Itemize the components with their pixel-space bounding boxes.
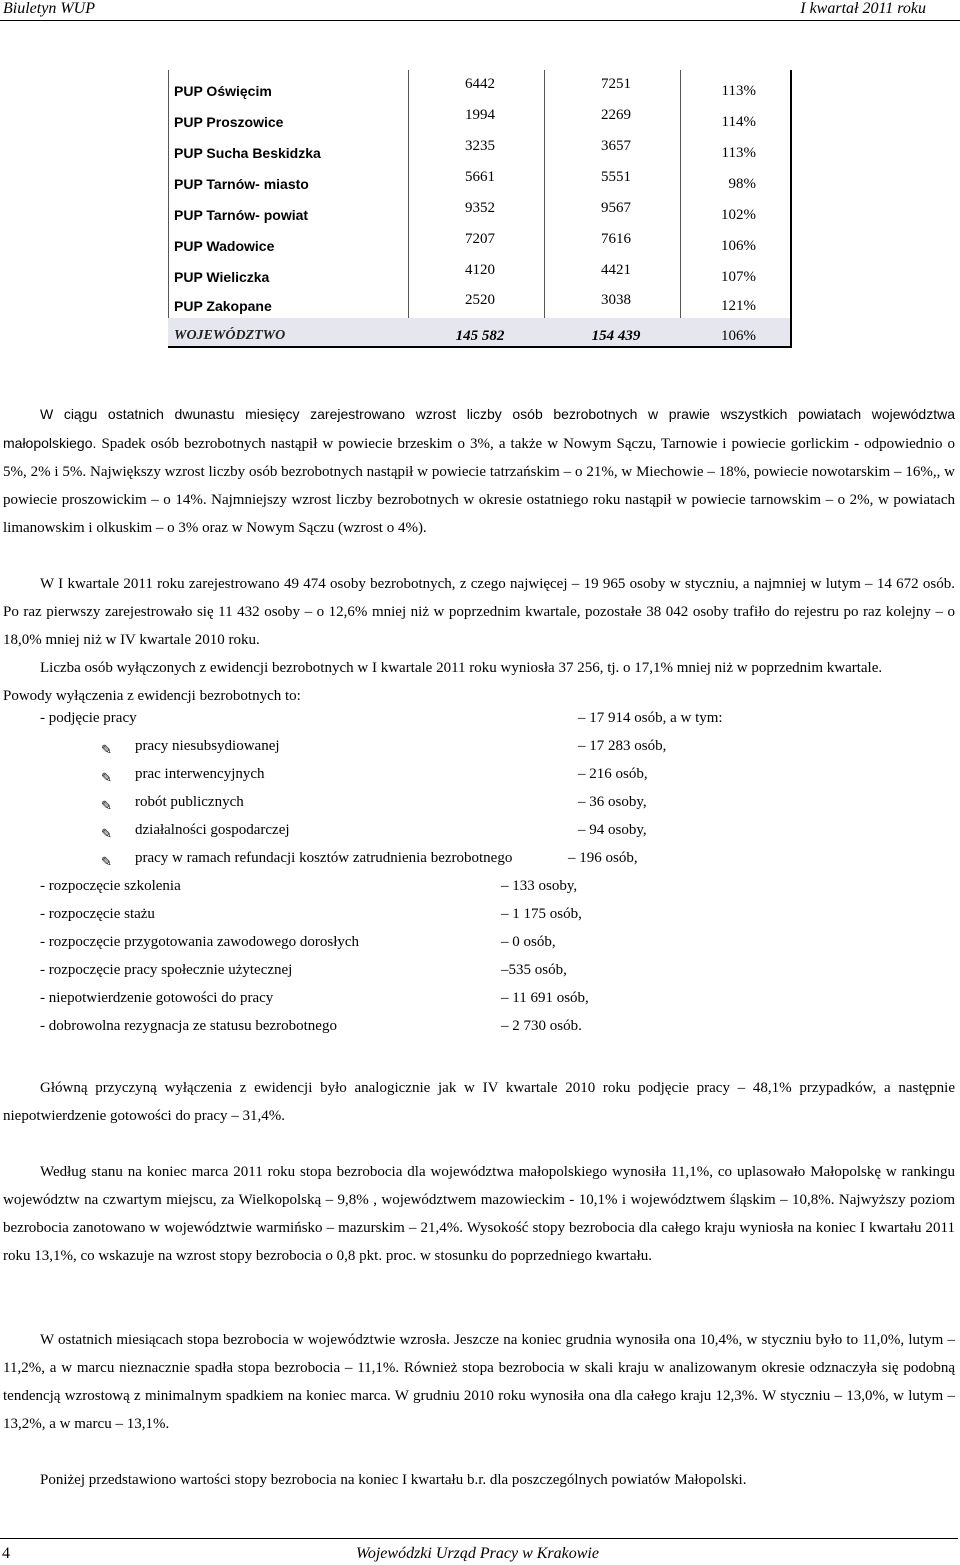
reason-sub-label: pracy w ramach refundacji kosztów zatrudnienia bezrobotnego [135,850,513,866]
row-value-1: 7207 [465,231,495,247]
reason-value: – 17 914 osób, a w tym: [578,710,723,726]
reason-sub-value: – 17 283 osób, [578,738,667,754]
row-value-2: 3038 [601,292,631,308]
row-value-2: 7616 [601,231,631,247]
paragraph-reasons-intro: Powody wyłączenia z ewidencji bezrobotnych to: [3,688,301,704]
row-value-1: 5661 [465,169,495,185]
header-divider [0,20,960,21]
reason-value: – 133 osoby, [501,878,578,894]
reason-label: - dobrowolna rezygnacja ze statusu bezrobotnego [40,1018,337,1034]
paragraph-text: W ciągu ostatnich dwunastu miesięcy zarejestrowano wzrost liczby osób bezrobotnych w prawie wszystkich powiatach województwa małopolskiego. [3,406,955,451]
pencil-icon: ✎ [101,770,112,785]
total-value-2: 154 439 [591,328,641,344]
header-title: Biuletyn WUP [3,0,95,17]
reason-label: - rozpoczęcie przygotowania zawodowego dorosłych [40,934,360,950]
table-row [168,194,790,225]
reason-sub-label: pracy niesubsydiowanej [135,738,280,754]
row-value-1: 9352 [465,200,495,216]
row-value-2: 9567 [601,200,631,216]
row-percent: 107% [721,269,756,285]
total-value-1: 145 582 [455,328,505,344]
reason-sub-value: – 216 osób, [578,766,648,782]
row-value-1: 3235 [465,138,495,154]
row-name: PUP Tarnów- powiat [174,207,309,223]
paragraph-rate-trend [3,1326,955,1438]
paragraph-text: W ostatnich miesiącach stopa bezrobocia w województwie wzrosła. Jeszcze na koniec grudnia wynosiła ona 10,4%, w styczniu było to 11,0%, lutym – 11,2%, a w marcu nieznacznie spadła stopa bezrobocia – 11,1%. Również stopa bezrobocia w skali kraju w analizowanym okresie odznaczyła się podobną tendencją wzrostową z minimalnym spadkiem na koniec marca. W grudniu 2010 roku wynosiła ona dla całego kraju 12,3%. W styczniu – 13,0%, w lutym – 13,2%, a w marcu – 13,1%. [3,1332,955,1432]
reason-label: - rozpoczęcie stażu [40,906,155,922]
row-name: PUP Tarnów- miasto [174,176,309,192]
paragraph-regional-trend [3,400,955,542]
total-percent: 106% [721,328,756,344]
pencil-icon: ✎ [101,826,112,841]
reason-value: – 2 730 osób. [501,1018,582,1034]
row-value-2: 7251 [601,76,631,92]
row-name: PUP Wieliczka [174,269,270,285]
paragraph-text: Według stanu na koniec marca 2011 roku stopa bezrobocia dla województwa małopolskiego wynosiła 11,1%, co uplasowało Małopolskę w rankingu województw na czwartym miejscu, za Wielkopolską – 9,8% , województwem mazowieckim - 10,1% i województwem śląskim – 10,8%. Najwyższy poziom bezrobocia zanotowano w województwie warmińsko – mazurskim – 21,4%. Wysokość stopy bezrobocia dla całego kraju wyniosła na koniec I kwartału 2011 roku 13,1%, co wskazuje na wzrost stopy bezrobocia o 0,8 pkt. proc. w stosunku do poprzedniego kwartału. [3,1164,955,1264]
paragraph-text: Liczba osób wyłączonych z ewidencji bezrobotnych w I kwartale 2011 roku wyniosła 37 256, tj. o 17,1% mniej niż w poprzednim kwartale. [40,660,883,676]
reason-sub-value: – 94 osoby, [578,822,647,838]
pencil-icon: ✎ [101,742,112,757]
paragraph-intro-next [3,1466,955,1494]
row-value-2: 4421 [601,262,631,278]
pencil-icon: ✎ [101,798,112,813]
reason-value: – 11 691 osób, [501,990,589,1006]
paragraph-registrations [3,570,955,654]
reason-label: - podjęcie pracy [40,710,137,726]
row-name: PUP Wadowice [174,238,275,254]
table-row [168,70,790,101]
row-value-1: 2520 [465,292,495,308]
row-percent: 98% [728,176,756,192]
reason-sub-label: prac interwencyjnych [135,766,265,782]
pencil-icon: ✎ [101,854,112,869]
row-percent: 106% [721,238,756,254]
row-name: PUP Oświęcim [174,83,272,99]
table-row [168,225,790,256]
row-value-1: 6442 [465,76,495,92]
row-name: PUP Proszowice [174,114,284,130]
reason-label: - rozpoczęcie pracy społecznie użytecznej [40,962,293,978]
reason-sub-label: działalności gospodarczej [135,822,290,838]
table-total-row [168,318,790,346]
row-percent: 102% [721,207,756,223]
reason-value: –535 osób, [501,962,567,978]
reason-value: – 0 osób, [501,934,556,950]
row-value-2: 3657 [601,138,631,154]
row-value-1: 4120 [465,262,495,278]
row-value-2: 5551 [601,169,631,185]
footer-divider [0,1538,958,1539]
row-name: PUP Sucha Beskidzka [174,145,321,161]
row-percent: 114% [721,114,756,130]
header-period: I kwartał 2011 roku [800,0,926,17]
footer-publisher: Wojewódzki Urząd Pracy w Krakowie [356,1545,599,1562]
paragraph-text: Główną przyczyną wyłączenia z ewidencji było analogicznie jak w IV kwartale 2010 roku podjęcie pracy – 48,1% przypadków, a następnie niepotwierdzenie gotowości do pracy – 31,4%. [3,1080,955,1124]
paragraph-text: W I kwartale 2011 roku zarejestrowano 49 474 osoby bezrobotnych, z czego najwięcej – 19 965 osoby w styczniu, a najmniej w lutym – 14 672 osób. Po raz pierwszy zarejestrowało się 11 432 osoby – o 12,6% mniej niż w poprzednim kwartale, pozostałe 38 042 osoby trafiło do rejestru po raz kolejny – o 18,0% mniej niż w IV kwartale 2010 roku. [3,576,955,648]
row-percent: 113% [721,145,756,161]
reason-label: - rozpoczęcie szkolenia [40,878,181,894]
reason-label: - niepotwierdzenie gotowości do pracy [40,990,274,1006]
reason-sub-label: robót publicznych [135,794,244,810]
reason-value: – 1 175 osób, [501,906,582,922]
reason-sub-value: – 196 osób, [568,850,638,866]
unemployment-table [168,70,792,348]
table-row [168,163,790,194]
page-number: 4 [2,1545,10,1562]
row-percent: 121% [721,298,756,314]
row-percent: 113% [721,83,756,99]
row-name: PUP Zakopane [174,298,272,314]
paragraph-text: Poniżej przedstawiono wartości stopy bezrobocia na koniec I kwartału b.r. dla poszczególnych powiatów Małopolski. [40,1472,747,1488]
paragraph-main-reason [3,1074,955,1130]
table-row [168,101,790,132]
paragraph-rate-ranking [3,1158,955,1270]
reason-sub-value: – 36 osoby, [578,794,647,810]
row-value-1: 1994 [465,107,495,123]
row-value-2: 2269 [601,107,631,123]
table-row [168,287,790,318]
table-row [168,132,790,163]
paragraph-deregistrations [3,654,955,682]
table-row [168,256,790,287]
paragraph-text: Spadek osób bezrobotnych nastąpił w powiecie brzeskim o 3%, a także w Nowym Sączu, Tarnowie i powiecie gorlickim - odpowiednio o 5%, 2% i 5%. Największy wzrost liczby osób bezrobotnych nastąpił w powiecie tatrzańskim – o 21%, w Miechowie – 18%, powiecie nowotarskim – 16%,, w powiecie proszowickim – o 14%. Najmniejszy wzrost liczby bezrobotnych w okresie ostatniego roku nastąpił w powiecie tarnowskim – o 2%, w powiatach limanowskim i olkuskim – o 3% oraz w Nowym Sączu (wzrost o 4%). [3,436,955,536]
total-name: WOJEWÓDZTWO [174,328,286,343]
